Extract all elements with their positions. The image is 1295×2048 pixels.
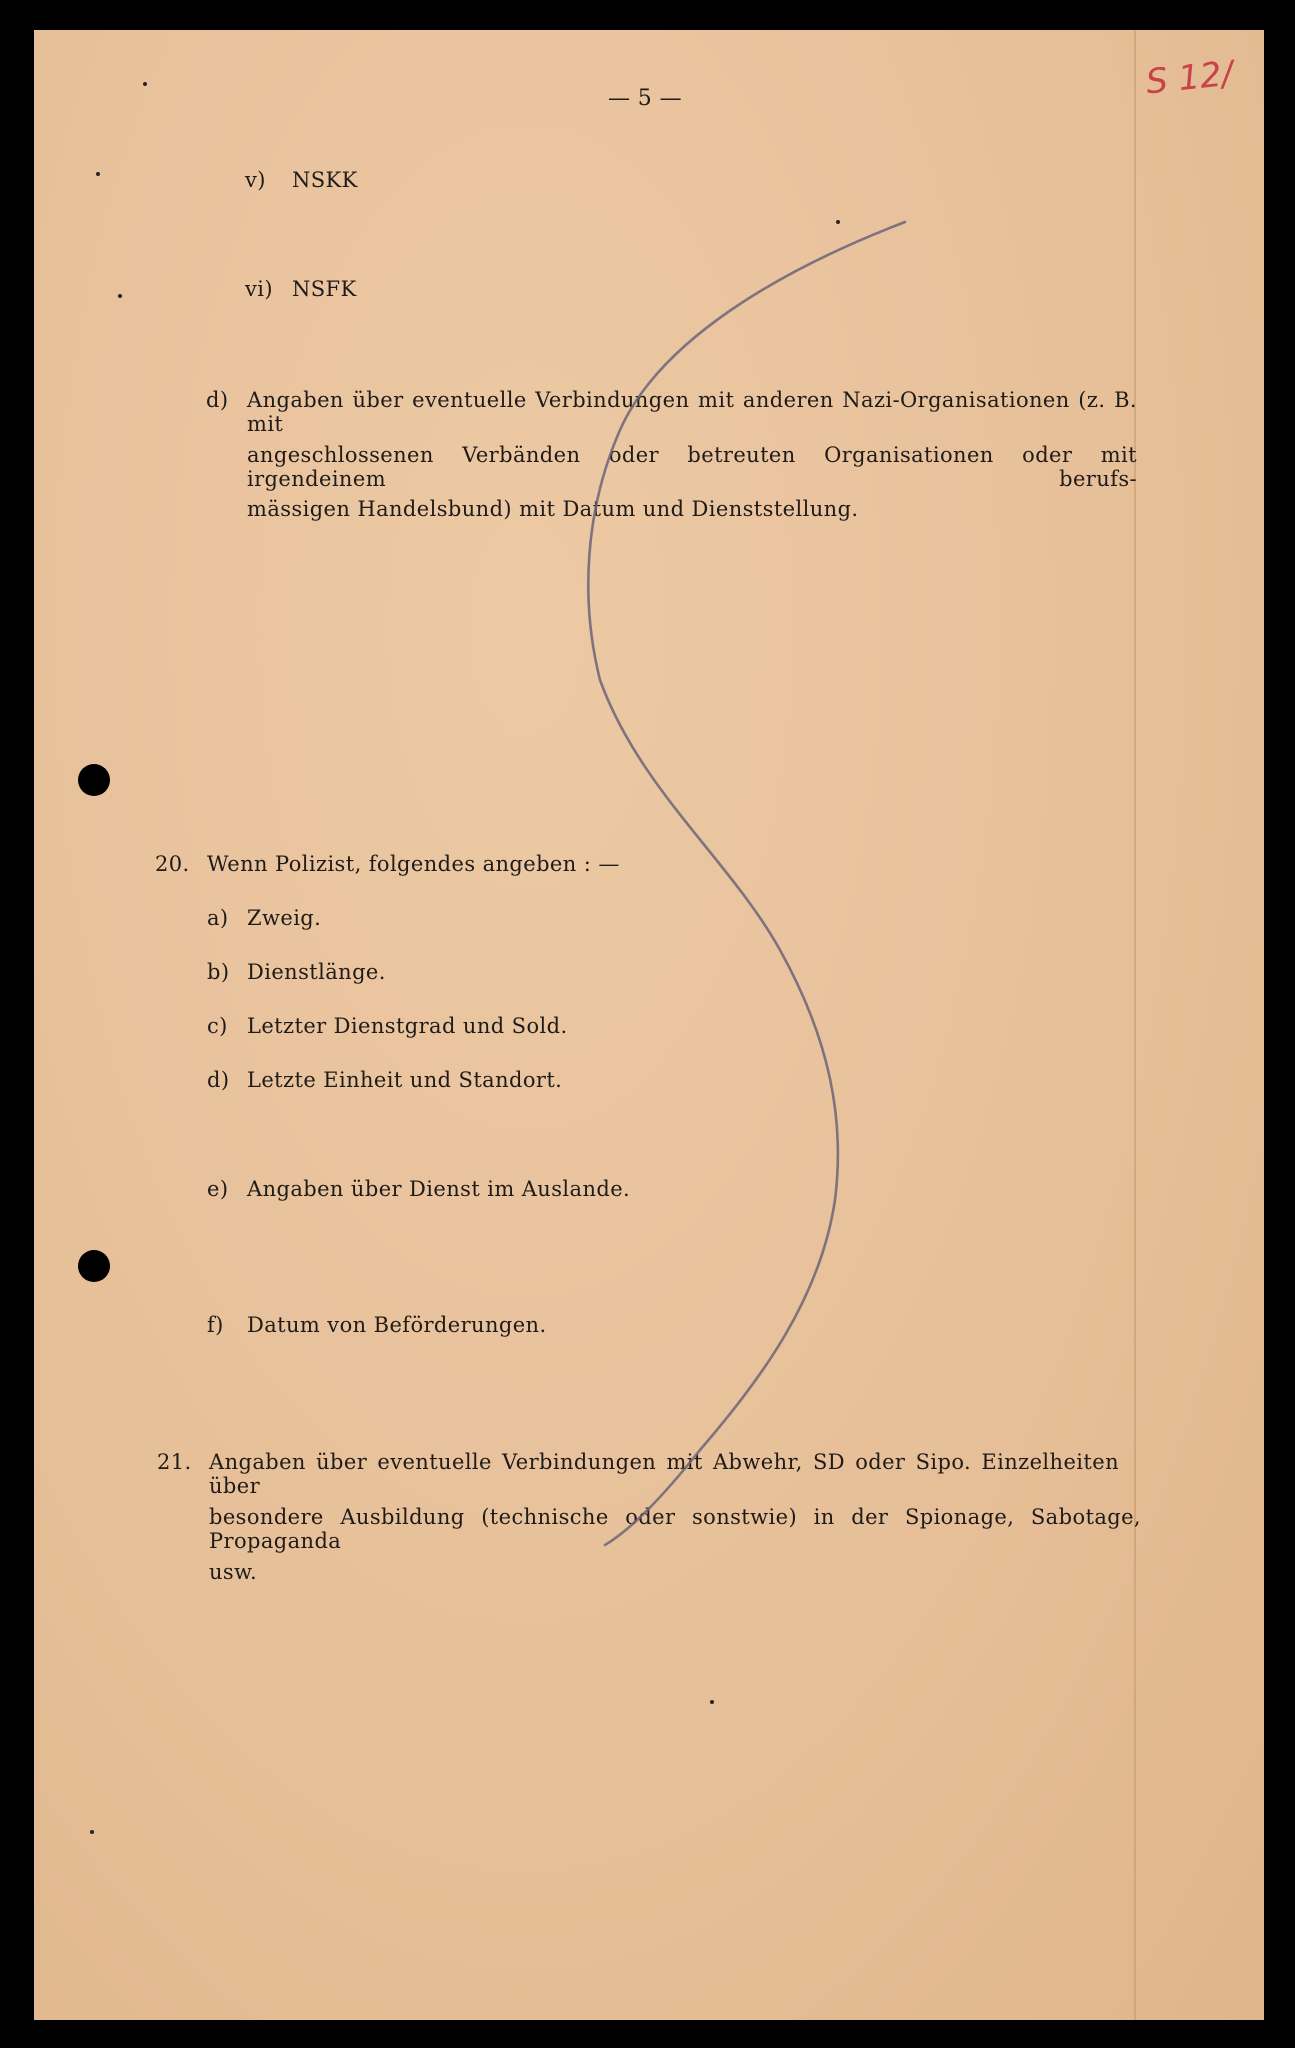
item-d-line-2: angeschlossenen Verbänden oder betreuten Organisationen oder mit irgendeinem berufs- [247, 443, 1137, 491]
question-21-line-2: besondere Ausbildung (technische oder sonstwie) in der Spionage, Sabotage, Propaganda [209, 1505, 1141, 1553]
q20-sub-d-text: Letzte Einheit und Standort. [247, 1068, 563, 1092]
item-d-line-3: mässigen Handelsbund) mit Datum und Dienststellung. [247, 497, 859, 521]
q20-sub-c-text: Letzter Dienstgrad und Sold. [247, 1014, 568, 1038]
page-number: — 5 — [608, 86, 682, 111]
question-21-line-3: usw. [209, 1560, 258, 1584]
q20-sub-b-label: b) [207, 960, 230, 984]
q20-sub-a-label: a) [207, 906, 229, 930]
q20-sub-e-label: e) [207, 1177, 229, 1201]
q20-sub-c-label: c) [207, 1014, 228, 1038]
question-20-text: Wenn Polizist, folgendes angeben : — [207, 852, 620, 876]
question-21-line-1: Angaben über eventuelle Verbindungen mit Abwehr, SD oder Sipo. Einzelheiten über [209, 1450, 1119, 1498]
q20-sub-f-text: Datum von Beförderungen. [247, 1313, 547, 1337]
item-d-line-1: Angaben über eventuelle Verbindungen mit anderen Nazi-Organisationen (z. B. mit [247, 388, 1137, 436]
item-v-text: NSKK [292, 168, 358, 192]
item-vi-text: NSFK [292, 277, 357, 301]
item-d-label: d) [206, 388, 229, 412]
q20-sub-d-label: d) [207, 1068, 230, 1092]
question-21-number: 21. [157, 1450, 192, 1474]
q20-sub-b-text: Dienstlänge. [247, 960, 386, 984]
question-20-number: 20. [155, 852, 190, 876]
q20-sub-a-text: Zweig. [247, 906, 322, 930]
item-v-label: v) [245, 168, 266, 192]
archive-annotation: S 12/ [1144, 53, 1235, 103]
item-vi-label: vi) [245, 277, 273, 301]
q20-sub-e-text: Angaben über Dienst im Auslande. [247, 1177, 631, 1201]
q20-sub-f-label: f) [207, 1313, 224, 1337]
